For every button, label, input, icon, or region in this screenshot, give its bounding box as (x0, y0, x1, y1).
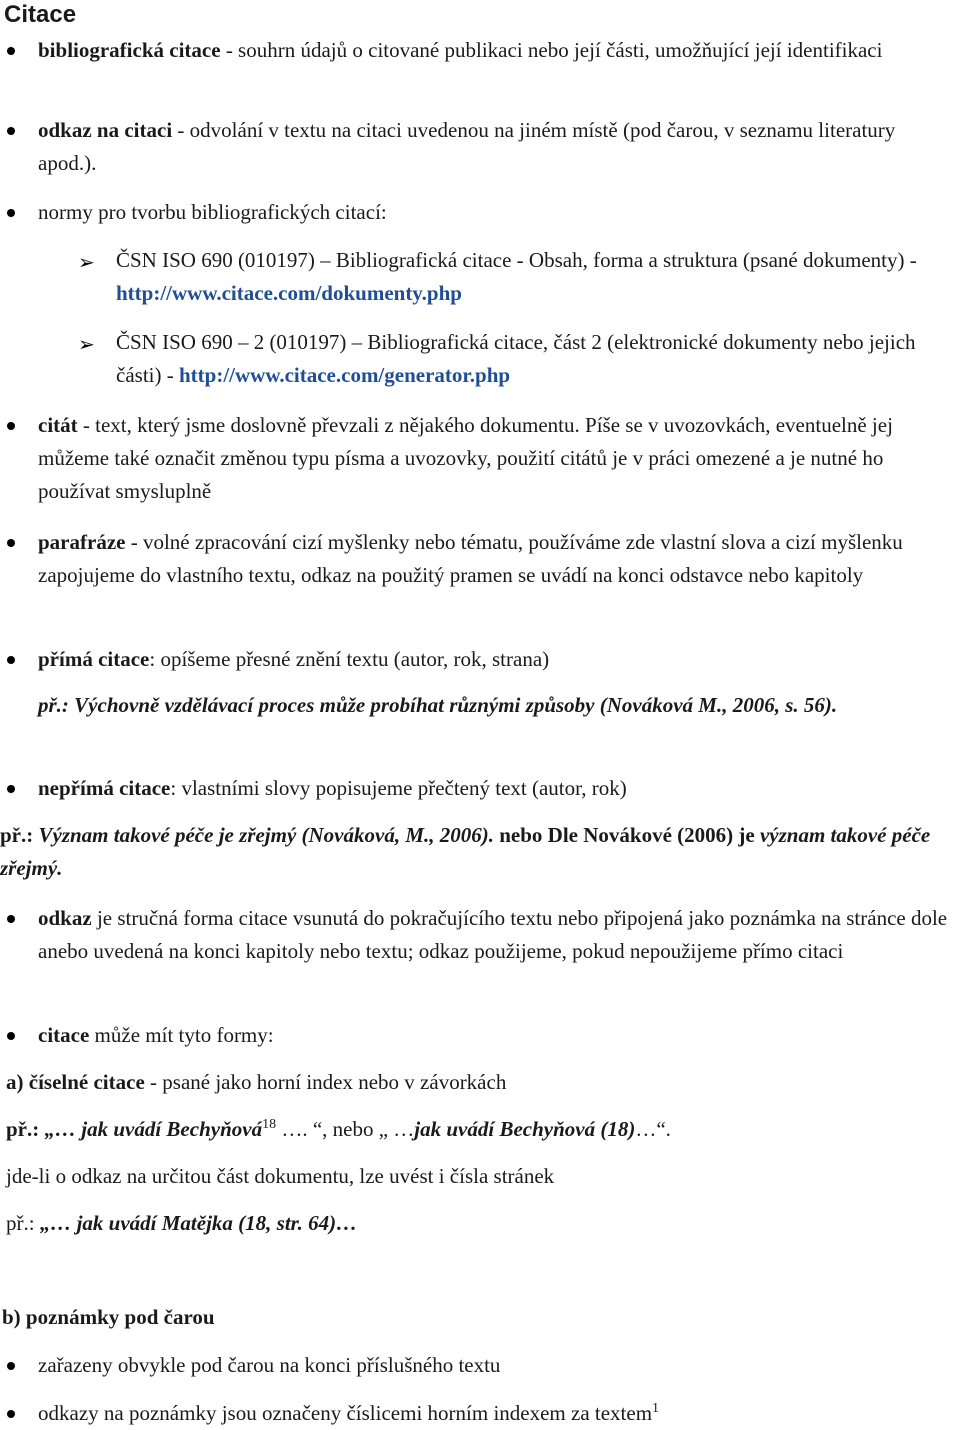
page-title: Citace (4, 1, 77, 28)
definition: zařazeny obvykle pod čarou na konci příslušného textu (38, 1353, 501, 1377)
text-cisla-stranek: jde-li o odkaz na určitou část dokumentu, lze uvést i čísla stránek (6, 1164, 555, 1188)
sub-item-norm-2 (78, 326, 958, 392)
arrow-bullet-icon: ➢ (78, 252, 95, 274)
superscript: 18 (262, 1117, 277, 1132)
definition: - psané jako horní index nebo v závorkách (144, 1070, 507, 1094)
heading-ciselne-citace (6, 1066, 506, 1099)
term: nepřímá citace (38, 776, 171, 800)
example-cisla-stranek (6, 1207, 357, 1240)
heading-poznamky-pod-carou: b) poznámky pod čarou (2, 1305, 215, 1329)
definition: - text, který jsme doslovně převzali z nějakého dokumentu. Píše se v uvozovkách, eventuelně jej můžeme také označit změnou typu písma a uvozovky, použití citátů je v práci omezené a je nutné ho používat smysluplně (38, 413, 893, 503)
definition: - volné zpracování cizí myšlenky nebo tématu, používáme zde vlastní slova a cizí myšlenku zapojujeme do vlastního textu, odkaz na použitý pramen se uvádí na konci odstavce nebo kapitoly (38, 530, 903, 587)
definition: může mít tyto formy: (89, 1023, 274, 1047)
definition: - odvolání v textu na citaci uvedenou na jiném místě (pod čarou, v seznamu literatury apod.). (38, 118, 896, 175)
link-citace-dokumenty[interactable]: http://www.citace.com/dokumenty.php (116, 281, 462, 305)
normy-text: normy pro tvorbu bibliografických citací: (38, 200, 387, 224)
list-item-odkaz (38, 902, 958, 968)
example-italic: jak uvádí Bechyňová (18) (414, 1117, 636, 1141)
term: odkaz (38, 906, 92, 930)
norm-text: ČSN ISO 690 – 2 (010197) – Bibliografická citace, část 2 (elektronické dokumenty nebo jejich části) - (116, 330, 916, 387)
definition: - souhrn údajů o citované publikaci nebo její části, umožňující její identifikaci (220, 38, 883, 62)
list-item-citat (38, 409, 958, 508)
term: bibliografická citace (38, 38, 221, 62)
norm-text: ČSN ISO 690 (010197) – Bibliografická citace - Obsah, forma a struktura (psané dokumenty) - (116, 248, 917, 272)
definition: je stručná forma citace vsunutá do pokračujícího textu nebo připojená jako poznámka na stránce dole anebo uvedená na konci kapitoly nebo textu; odkaz použijeme, pokud nepoužijeme přímo citaci (38, 906, 948, 963)
example-prefix: př.: (0, 823, 39, 847)
list-item-odkazy-na-poznamky (38, 1397, 958, 1430)
example-ciselne-citace (6, 1113, 671, 1146)
example-prima-citace: př.: Výchovně vzdělávací proces může probíhat různými způsoby (Nováková M., 2006, s. 56). (38, 693, 838, 717)
sub-item-norm-1 (78, 244, 958, 310)
list-item-formy (38, 1019, 958, 1052)
superscript: 1 (652, 1401, 660, 1416)
term: citace (38, 1023, 90, 1047)
example-italic: Význam takové péče je zřejmý (Nováková, M., 2006). (38, 823, 494, 847)
list-item-zarazeny (38, 1349, 958, 1382)
example-prefix: př.: (6, 1117, 45, 1141)
term: a) číselné citace (6, 1070, 145, 1094)
example-italic: „… jak uvádí Bechyňová (44, 1117, 263, 1141)
example-mid: nebo Dle Novákové (2006) je (493, 823, 760, 847)
list-item-prima-citace (38, 643, 958, 676)
example-prefix: př.: (6, 1211, 40, 1235)
list-item-bibliograficka-citace (38, 34, 958, 67)
term: přímá citace (38, 647, 150, 671)
arrow-bullet-icon: ➢ (78, 334, 95, 356)
list-item-neprima-citace (38, 772, 958, 805)
list-item-odkaz-na-citaci (38, 114, 958, 180)
term: odkaz na citaci (38, 118, 173, 142)
term: citát (38, 413, 78, 437)
example-italic: význam takové péče zřejmý. (0, 823, 931, 880)
list-item-parafraze (38, 526, 958, 592)
example-neprima-citace (0, 819, 958, 885)
example-end: …“. (635, 1117, 671, 1141)
definition: odkazy na poznámky jsou označeny číslicemi horním indexem za textem (38, 1401, 653, 1425)
term: parafráze (38, 530, 126, 554)
definition: : vlastními slovy popisujeme přečtený text (autor, rok) (170, 776, 627, 800)
link-citace-generator[interactable]: http://www.citace.com/generator.php (178, 363, 511, 387)
definition: : opíšeme přesné znění textu (autor, rok, strana) (149, 647, 550, 671)
example-mid: …. “, nebo „ … (276, 1117, 415, 1141)
list-item-normy (38, 196, 958, 229)
example-italic: „… jak uvádí Matějka (18, str. 64)… (39, 1211, 358, 1235)
